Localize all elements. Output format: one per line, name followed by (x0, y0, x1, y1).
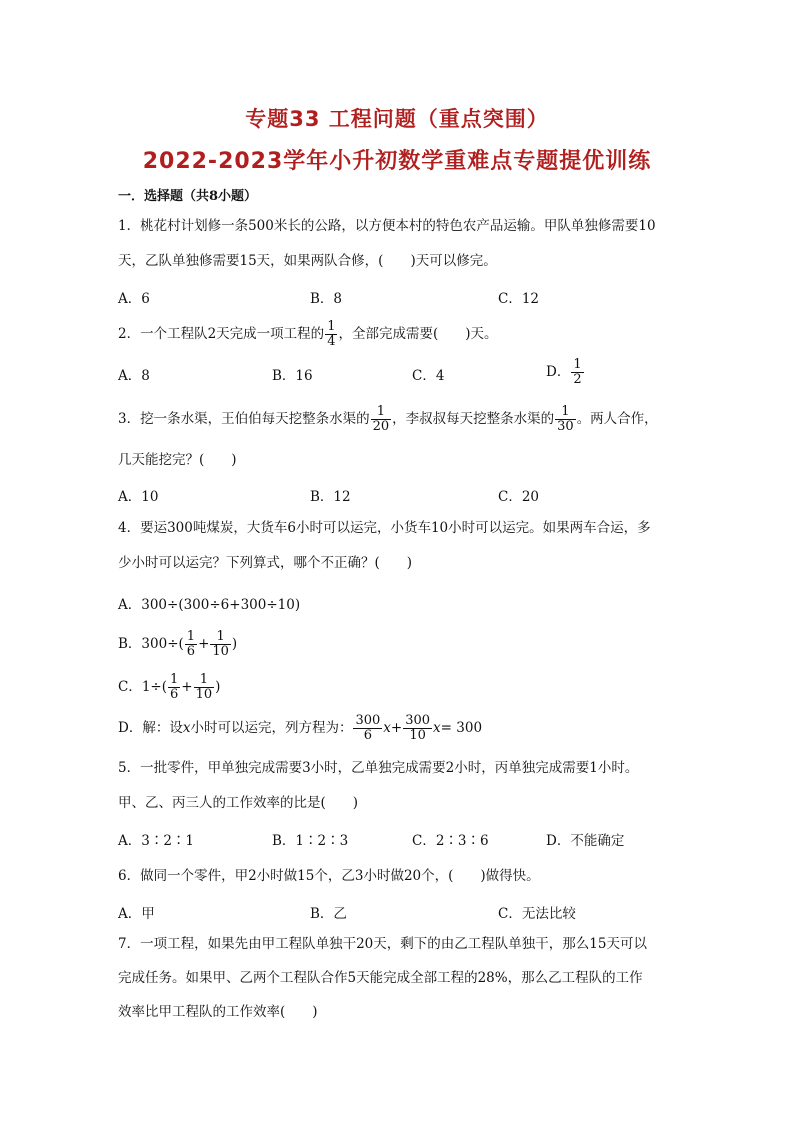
q3-option-c: C．20 (498, 489, 540, 505)
q4-b-f1-den: 6 (186, 644, 196, 659)
q6-option-b: B．乙 (310, 906, 347, 922)
q2-d-den: 2 (573, 372, 582, 387)
q4-option-a: A．300÷(300÷6+300÷10) (118, 597, 301, 613)
q6-option-a: A．甲 (118, 906, 155, 922)
question-1-line-1: 1．桃花村计划修一条500米长的公路，以方便本村的特色农产品运输。甲队单独修需要10 (118, 218, 656, 234)
q4-d-x2: x (433, 720, 441, 736)
q2-frac-den: 4 (327, 334, 336, 349)
q4-d-var: x (182, 720, 191, 736)
q2-option-a: A．8 (118, 368, 150, 384)
q5-option-d: D．不能确定 (546, 833, 625, 849)
q4-d-eq: = 300 (440, 720, 483, 736)
q3-fraction-2 (555, 405, 576, 434)
q1-option-a: A．6 (118, 291, 150, 307)
question-3-line-1 (118, 405, 658, 434)
question-4-line-1: 4．要运300吨煤炭，大货车6小时可以运完，小货车10小时可以运完。如果两车合运，多 (118, 520, 651, 536)
q1-option-c: C．12 (498, 291, 540, 307)
q4-d-fraction-1 (353, 714, 382, 743)
q5-option-c: C．2∶3∶6 (412, 833, 489, 849)
q4-d-fraction-2 (403, 714, 432, 743)
q2-option-d (546, 358, 585, 387)
q4-b-fraction-2 (210, 630, 231, 659)
q4-c-f1-den: 6 (170, 687, 179, 702)
q4-d-plus: + (390, 720, 403, 736)
q2-option-b: B．16 (272, 368, 313, 384)
q3-f1-num: 1 (371, 405, 392, 420)
question-4-line-2: 少小时可以运完？下列算式，哪个不正确？( ) (118, 555, 413, 571)
question-3-line-2: 几天能挖完？( ) (118, 452, 237, 468)
q4-option-d (118, 714, 482, 743)
q4-b-plus: + (198, 636, 210, 652)
q3-fraction-1 (371, 405, 392, 434)
q3-f2-num: 1 (555, 405, 576, 420)
q3-f2-den: 30 (557, 419, 574, 434)
q4-d-pre: D．解：设 (118, 720, 183, 736)
q4-d-f2-den: 10 (409, 728, 426, 743)
q4-c-close: ) (215, 679, 221, 695)
q4-d-f1-num: 300 (355, 713, 381, 728)
q3-text-post: 。两人合作， (576, 411, 658, 427)
q3-option-a: A．10 (118, 489, 159, 505)
question-5-line-2: 甲、乙、丙三人的工作效率的比是( ) (118, 795, 359, 811)
q4-c-f2-num: 1 (194, 673, 215, 688)
question-2 (118, 320, 498, 349)
q4-b-fraction-1 (185, 630, 197, 659)
q4-option-c (118, 673, 220, 702)
q2-d-num: 1 (573, 357, 582, 372)
q4-d-f1-den: 6 (363, 728, 372, 743)
page-title: 专题33 工程问题（重点突围） (245, 107, 549, 131)
q3-option-b: B．12 (310, 489, 351, 505)
q4-c-pre: C．1÷( (118, 679, 167, 695)
q2-option-c: C．4 (412, 368, 445, 384)
q4-c-fraction-1 (168, 673, 180, 702)
q4-b-f2-num: 1 (210, 630, 231, 645)
q4-d-mid: 小时可以运完，列方程为： (190, 720, 353, 736)
q1-option-b: B．8 (310, 291, 343, 307)
q2-option-d-label: D． (546, 364, 571, 380)
q3-text-pre: 3．挖一条水渠，王伯伯每天挖整条水渠的 (118, 411, 370, 427)
q3-text-mid: ，李叔叔每天挖整条水渠的 (392, 411, 555, 427)
q4-c-f1-num: 1 (170, 672, 179, 687)
q2-text-post: ，全部完成需要( )天。 (338, 326, 498, 342)
question-7-line-1: 7．一项工程，如果先由甲工程队单独干20天，剩下的由乙工程队单独干，那么15天可以 (118, 936, 647, 952)
page-subtitle: 2022-2023学年小升初数学重难点专题提优训练 (142, 149, 652, 174)
question-6-line-1: 6．做同一个零件，甲2小时做15个，乙3小时做20个，( )做得快。 (118, 868, 540, 884)
q5-option-a: A．3∶2∶1 (118, 833, 195, 849)
q4-d-f2-num: 300 (405, 713, 431, 728)
q3-f1-den: 20 (372, 419, 390, 434)
section-heading: 一．选择题（共8小题） (118, 189, 258, 204)
q4-b-close: ) (231, 636, 238, 652)
q2-option-d-fraction (571, 358, 583, 387)
q4-d-x1: x (383, 720, 391, 736)
q4-c-plus: + (181, 679, 193, 695)
q4-c-fraction-2 (194, 673, 215, 702)
q4-c-f2-den: 10 (195, 687, 213, 702)
q6-option-c: C．无法比较 (498, 906, 576, 922)
q2-fraction (325, 320, 337, 349)
q4-option-b (118, 630, 237, 659)
q2-text-pre: 2．一个工程队2天完成一项工程的 (118, 326, 325, 342)
question-5-line-1: 5．一批零件，甲单独完成需要3小时，乙单独完成需要2小时，丙单独完成需要1小时。 (118, 760, 639, 776)
q4-b-f1-num: 1 (186, 629, 196, 644)
question-7-line-3: 效率比甲工程队的工作效率( ) (118, 1004, 318, 1020)
question-7-line-2: 完成任务。如果甲、乙两个工程队合作5天能完成全部工程的28%，那么乙工程队的工作 (118, 970, 643, 986)
question-1-line-2: 天，乙队单独修需要15天，如果两队合修，( )天可以修完。 (118, 253, 497, 269)
q2-frac-num: 1 (327, 319, 336, 334)
q5-option-b: B．1∶2∶3 (272, 833, 349, 849)
q4-b-pre: B．300÷( (118, 636, 184, 652)
q4-b-f2-den: 10 (212, 644, 229, 659)
